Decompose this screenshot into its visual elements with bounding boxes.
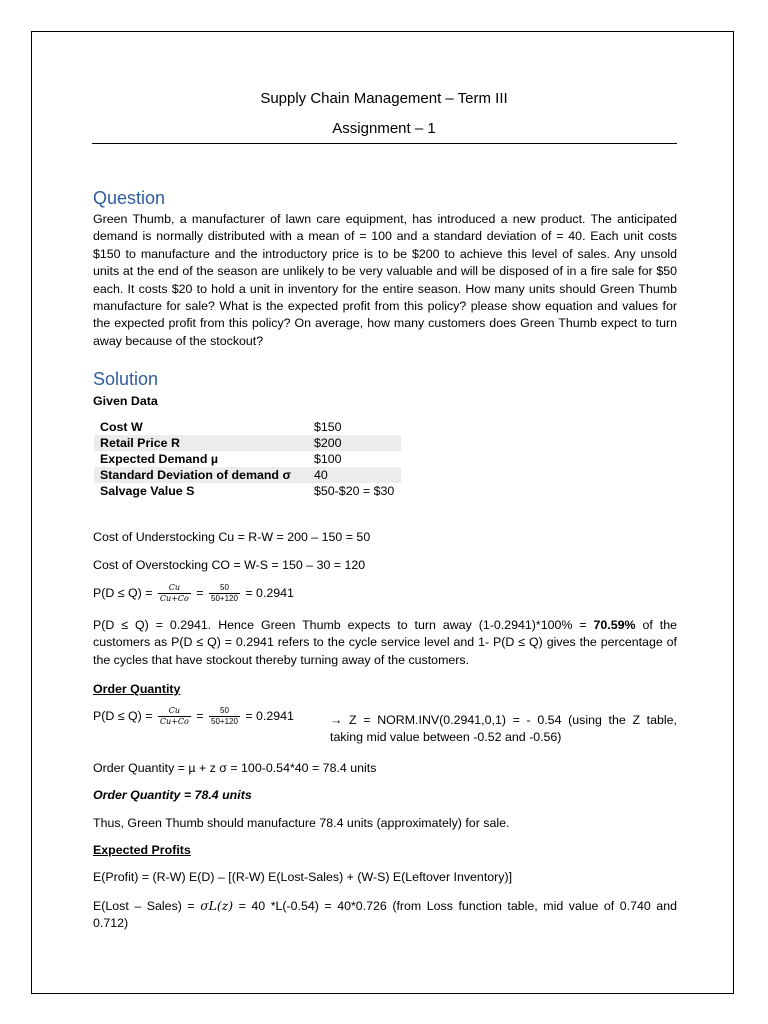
order-quantity-heading: Order Quantity <box>93 682 181 696</box>
question-heading: Question <box>93 188 166 208</box>
fraction-numerator: 50 <box>209 583 240 594</box>
given-key: Standard Deviation of demand σ <box>94 467 308 483</box>
sigma-loss-function: σL(z) <box>200 898 234 913</box>
order-probability-equation <box>93 706 294 727</box>
numeric-fraction <box>209 706 240 727</box>
given-row <box>94 419 401 435</box>
fraction-denominator: Cu+Co <box>159 594 189 603</box>
overstocking-cost: Cost of Overstocking CO = W-S = 150 – 30 = 120 <box>93 558 366 572</box>
given-value: $150 <box>314 420 342 434</box>
fraction-numerator: Cu <box>158 706 191 717</box>
solution-heading: Solution <box>93 369 159 389</box>
lost-sales-text-a: E(Lost – Sales) = <box>93 899 201 913</box>
probability-result: = 0.2941 <box>245 585 294 600</box>
manufacture-conclusion: Thus, Green Thumb should manufacture 78.4 units (approximately) for sale. <box>93 816 510 830</box>
probability-lhs: P(D ≤ Q) = <box>93 708 153 723</box>
given-key: Salvage Value S <box>100 484 195 498</box>
title-rule <box>92 143 677 144</box>
fraction-denominator: 50+120 <box>211 717 238 726</box>
lost-sales-paragraph <box>93 897 677 933</box>
lost-sales-text-b: = 40 *L(-0.54) = 40*0.726 (from Loss function table, mid value of 0.740 and 0.712) <box>93 899 677 931</box>
understocking-cost: Cost of Understocking Cu = R-W = 200 – 150 = 50 <box>93 530 371 544</box>
fraction-denominator: 50+120 <box>211 594 238 603</box>
numeric-fraction <box>209 583 240 604</box>
cu-fraction <box>158 583 191 604</box>
probability-equation <box>93 583 294 604</box>
expected-profits-heading: Expected Profits <box>93 843 191 857</box>
equals-sign: = <box>196 708 204 723</box>
expected-profit-formula: E(Profit) = (R-W) E(D) – [(R-W) E(Lost-Sales) + (W-S) E(Leftover Inventory)] <box>93 870 513 884</box>
given-value: $50-$20 = $30 <box>314 484 395 498</box>
course-title: Supply Chain Management – Term III <box>260 90 508 107</box>
turnaway-text-c: of the customers as P(D ≤ Q) = 0.2941 refers to the cycle service level and 1- P(D ≤ Q) gives the percentage of the cycles that have stockout thereby turning away of the customers. <box>93 618 677 667</box>
order-quantity-result: Order Quantity = 78.4 units <box>93 788 252 802</box>
turnaway-text-a: P(D ≤ Q) = 0.2941. Hence Green Thumb expects to turn away (1-0.2941)*100% = <box>93 618 594 632</box>
turnaway-percent: 70.59% <box>593 618 636 632</box>
probability-result: = 0.2941 <box>245 708 294 723</box>
question-text: Green Thumb, a manufacturer of lawn care equipment, has introduced a new product. The anticipated demand is normally distributed with a mean of = 100 and a standard deviation of = 40. Each unit costs $150 to manufacture and the introductory price is to be $200 to achieve this level of sales. Any unsold units at the end of the season are unlikely to be very valuable and will be disposed of in a fire sale for $50 each. It costs $20 to hold a unit in inventory for the entire season. How many units should Green Thumb manufacture for sale? What is the expected profit from this policy? please show equation and values for the expected profit from this policy? On average, how many customers does Green Thumb expect to turn away because of the stockout? <box>93 212 677 348</box>
given-data-label: Given Data <box>93 394 158 408</box>
fraction-numerator: Cu <box>158 583 191 594</box>
given-key: Cost W <box>100 420 143 434</box>
given-key: Expected Demand µ <box>100 452 219 466</box>
given-value: $100 <box>314 452 342 466</box>
cu-fraction <box>158 706 191 727</box>
z-value-text: → Z = NORM.INV(0.2941,0,1) = - 0.54 (using the Z table, taking mid value between -0.52 and -0.56) <box>330 713 677 745</box>
given-row <box>94 483 401 499</box>
given-row <box>94 467 401 483</box>
fraction-denominator: Cu+Co <box>159 717 189 726</box>
turnaway-paragraph <box>93 617 677 669</box>
given-value: 40 <box>308 467 401 483</box>
assignment-title: Assignment – 1 <box>332 120 436 137</box>
probability-lhs: P(D ≤ Q) = <box>93 585 153 600</box>
given-row <box>94 451 401 467</box>
fraction-numerator: 50 <box>209 706 240 717</box>
given-data-table <box>94 419 401 499</box>
given-key: Retail Price R <box>94 435 308 451</box>
given-row <box>94 435 401 451</box>
given-value: $200 <box>308 435 401 451</box>
equals-sign: = <box>196 585 204 600</box>
order-quantity-formula: Order Quantity = µ + z σ = 100-0.54*40 = 78.4 units <box>93 761 377 775</box>
